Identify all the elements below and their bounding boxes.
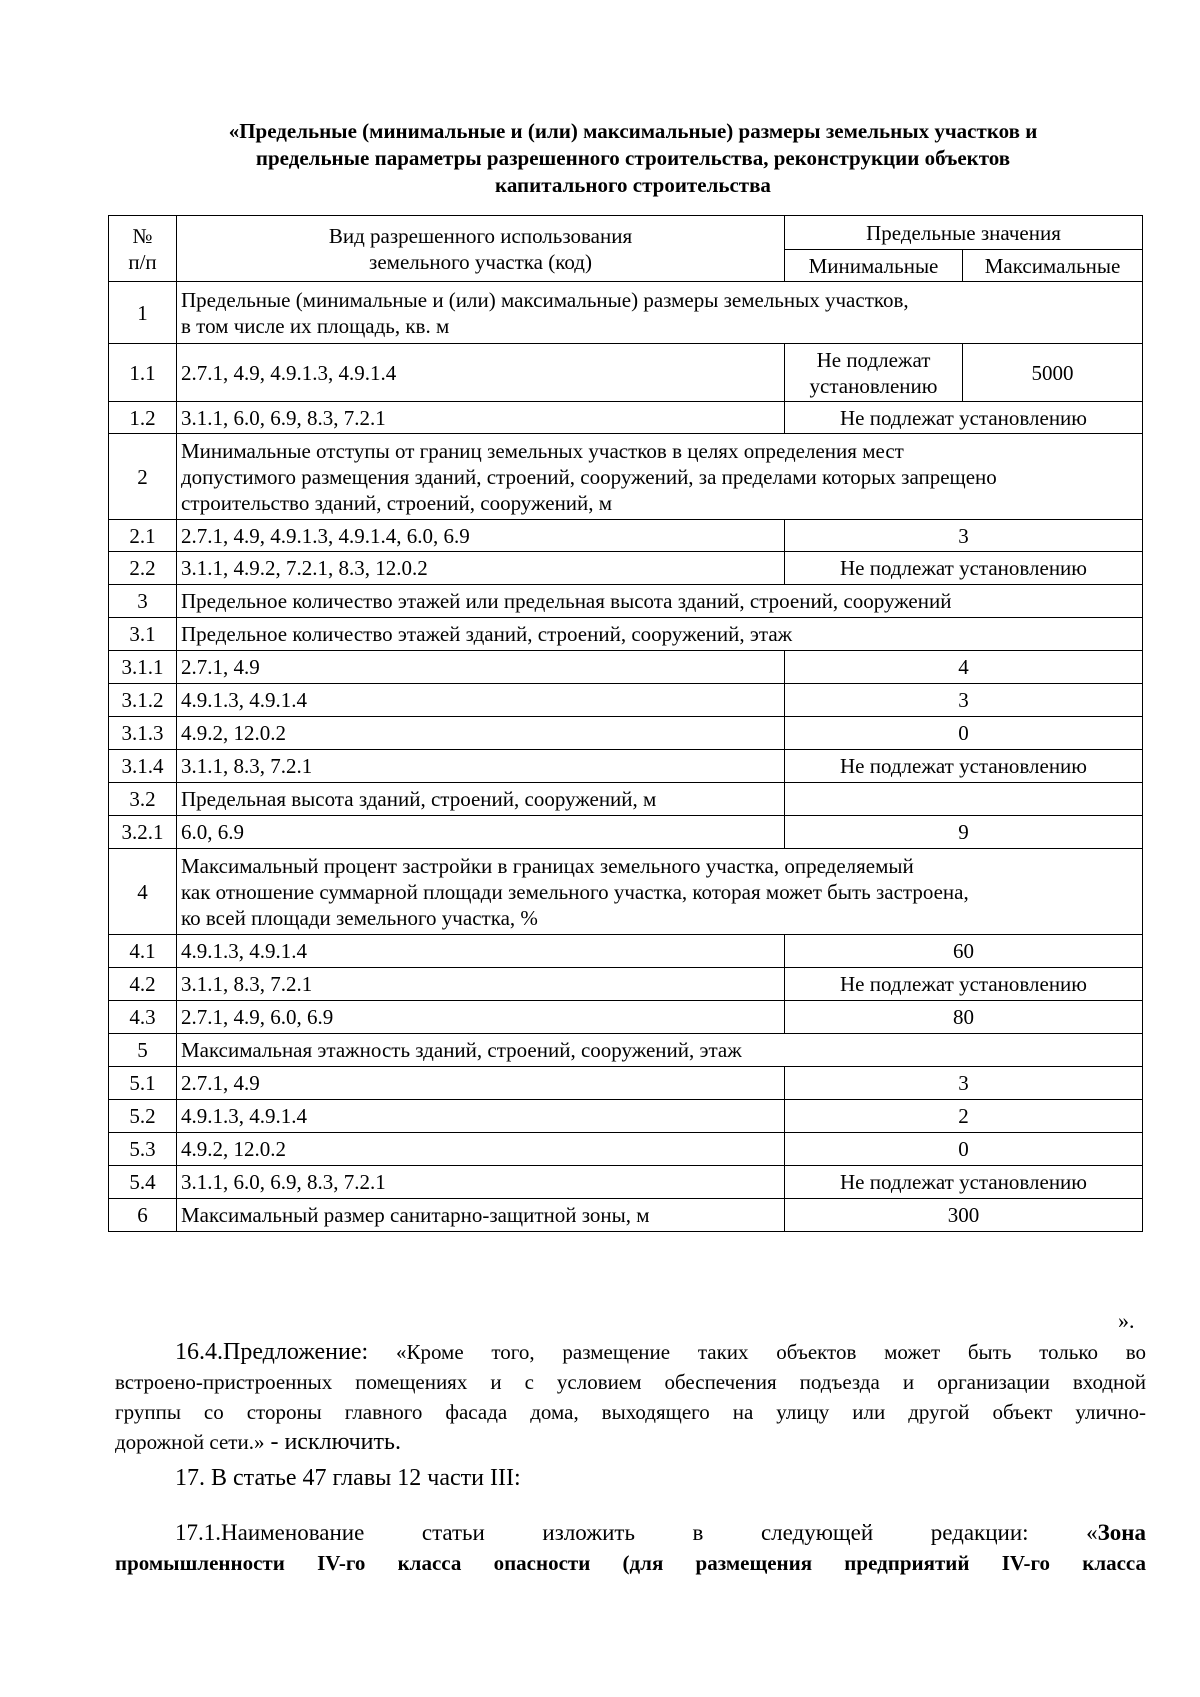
- table-row: [109, 1067, 1143, 1100]
- row-number: 5.1: [109, 1067, 177, 1100]
- row-section-text: Максимальная этажность зданий, строений, сооружений, этаж: [177, 1034, 1143, 1067]
- title-line-1: «Предельные (минимальные и (или) максимальные) размеры земельных участков и: [228, 119, 1038, 143]
- row-number: 3.1.4: [109, 750, 177, 783]
- row-use-codes: 2.7.1, 4.9: [177, 1067, 785, 1100]
- header-max: Максимальные: [963, 250, 1143, 282]
- row-number: 5.3: [109, 1133, 177, 1166]
- row-section-text: Минимальные отступы от границ земельных участков в целях определения мест допустимого размещения зданий, строений, сооружений, за пределами которых запрещено строительство зданий, строений, сооружений, м: [177, 434, 1143, 520]
- row-use-codes: 4.9.2, 12.0.2: [177, 717, 785, 750]
- row-use-codes: 3.1.1, 6.0, 6.9, 8.3, 7.2.1: [177, 1166, 785, 1199]
- row-number: 2.1: [109, 520, 177, 552]
- row-use-codes: 6.0, 6.9: [177, 816, 785, 849]
- row-value: 3: [785, 1067, 1143, 1100]
- row-value: 3: [785, 684, 1143, 717]
- table-row: [109, 552, 1143, 585]
- header-limits: Предельные значения: [785, 216, 1143, 250]
- table-row: [109, 1100, 1143, 1133]
- limits-table: [108, 215, 1143, 1232]
- row-value: Не подлежат установлению: [785, 552, 1143, 585]
- row-use-codes: 2.7.1, 4.9, 6.0, 6.9: [177, 1001, 785, 1034]
- closing-quote: ».: [1118, 1308, 1135, 1333]
- row-value: 4: [785, 651, 1143, 684]
- row-number: 1: [109, 282, 177, 344]
- table-row: [109, 1133, 1143, 1166]
- row-max-value: 5000: [963, 344, 1143, 402]
- row-number: 4.3: [109, 1001, 177, 1034]
- p16-4-tail: - исключить.: [264, 1429, 401, 1455]
- row-use-codes: 4.9.1.3, 4.9.1.4: [177, 684, 785, 717]
- row-value: 300: [785, 1199, 1143, 1232]
- row-number: 2: [109, 434, 177, 520]
- table-row: [109, 1199, 1143, 1232]
- row-value: 80: [785, 1001, 1143, 1034]
- p16-4-line-1: 16.4.Предложение: «Кроме того, размещение таких объектов может быть только во: [175, 1339, 1146, 1365]
- table-row: [109, 968, 1143, 1001]
- table-row: [109, 344, 1143, 402]
- row-section-text: Предельное количество этажей или предельная высота зданий, строений, сооружений: [177, 585, 1143, 618]
- row-section-text: Предельная высота зданий, строений, сооружений, м: [177, 783, 785, 816]
- table-row: [109, 434, 1143, 520]
- paragraph-17-1: [115, 1518, 1146, 1578]
- row-section-text: Максимальный размер санитарно-защитной зоны, м: [177, 1199, 785, 1232]
- row-value: 60: [785, 935, 1143, 968]
- header-number: № п/п: [109, 216, 177, 282]
- row-number: 2.2: [109, 552, 177, 585]
- row-value: 0: [785, 717, 1143, 750]
- table-row: [109, 402, 1143, 434]
- row-use-codes: 4.9.2, 12.0.2: [177, 1133, 785, 1166]
- row-value: Не подлежат установлению: [785, 402, 1143, 434]
- row-use-codes: 3.1.1, 8.3, 7.2.1: [177, 968, 785, 1001]
- p16-4-line-2: встроено-пристроенных помещениях и с условием обеспечения подъезда и организации входной: [115, 1370, 1146, 1394]
- header-use-type: Вид разрешенного использования земельного участка (код): [177, 216, 785, 282]
- table-row: [109, 520, 1143, 552]
- row-number: 1.1: [109, 344, 177, 402]
- table-row: [109, 618, 1143, 651]
- table-row: [109, 1166, 1143, 1199]
- row-use-codes: 4.9.1.3, 4.9.1.4: [177, 1100, 785, 1133]
- row-number: 3: [109, 585, 177, 618]
- row-value-empty: [785, 783, 1143, 816]
- table-row: [109, 816, 1143, 849]
- row-number: 3.1.1: [109, 651, 177, 684]
- paragraph-17: 17. В статье 47 главы 12 части III:: [175, 1465, 521, 1491]
- row-use-codes: 2.7.1, 4.9, 4.9.1.3, 4.9.1.4: [177, 344, 785, 402]
- table-row: [109, 717, 1143, 750]
- table-row: [109, 684, 1143, 717]
- row-number: 3.2: [109, 783, 177, 816]
- row-value: Не подлежат установлению: [785, 968, 1143, 1001]
- row-use-codes: 4.9.1.3, 4.9.1.4: [177, 935, 785, 968]
- row-value: 9: [785, 816, 1143, 849]
- row-number: 4.1: [109, 935, 177, 968]
- row-section-text: Максимальный процент застройки в границах земельного участка, определяемый как отношение суммарной площади земельного участка, которая может быть застроена, ко всей площади земельного участка, %: [177, 849, 1143, 935]
- row-value: 3: [785, 520, 1143, 552]
- row-min-value: Не подлежат установлению: [785, 344, 963, 402]
- document-title: [110, 118, 1156, 199]
- row-value: Не подлежат установлению: [785, 750, 1143, 783]
- table-row: [109, 651, 1143, 684]
- row-number: 3.1: [109, 618, 177, 651]
- row-number: 3.1.3: [109, 717, 177, 750]
- row-use-codes: 3.1.1, 8.3, 7.2.1: [177, 750, 785, 783]
- header-min: Минимальные: [785, 250, 963, 282]
- row-value: 2: [785, 1100, 1143, 1133]
- row-number: 3.2.1: [109, 816, 177, 849]
- table-row: [109, 935, 1143, 968]
- table-row: [109, 585, 1143, 618]
- row-use-codes: 2.7.1, 4.9: [177, 651, 785, 684]
- table-row: [109, 282, 1143, 344]
- row-number: 5.2: [109, 1100, 177, 1133]
- row-number: 3.1.2: [109, 684, 177, 717]
- p16-4-line-3: группы со стороны главного фасада дома, выходящего на улицу или другой объект улично-: [115, 1400, 1146, 1424]
- p16-4-lead: 16.4.Предложение:: [175, 1339, 369, 1365]
- title-line-3: капитального строительства: [495, 173, 771, 197]
- table-row: [109, 783, 1143, 816]
- table-row: [109, 1034, 1143, 1067]
- p17-1-line-1: 17.1.Наименование статьи изложить в следующей редакции: «Зона: [175, 1520, 1146, 1545]
- row-number: 5.4: [109, 1166, 177, 1199]
- paragraph-16-4: [115, 1337, 1146, 1427]
- row-use-codes: 3.1.1, 6.0, 6.9, 8.3, 7.2.1: [177, 402, 785, 434]
- row-number: 4.2: [109, 968, 177, 1001]
- table-row: [109, 1001, 1143, 1034]
- row-section-text: Предельное количество этажей зданий, строений, сооружений, этаж: [177, 618, 1143, 651]
- row-section-text: Предельные (минимальные и (или) максимальные) размеры земельных участков, в том числе их площадь, кв. м: [177, 282, 1143, 344]
- row-number: 6: [109, 1199, 177, 1232]
- table-row: [109, 750, 1143, 783]
- p16-4-line-4: дорожной сети.» - исключить.: [115, 1429, 401, 1455]
- header-row: [109, 216, 1143, 250]
- title-line-2: предельные параметры разрешенного строительства, реконструкции объектов: [255, 146, 1011, 170]
- table-row: [109, 849, 1143, 935]
- row-use-codes: 2.7.1, 4.9, 4.9.1.3, 4.9.1.4, 6.0, 6.9: [177, 520, 785, 552]
- row-use-codes: 3.1.1, 4.9.2, 7.2.1, 8.3, 12.0.2: [177, 552, 785, 585]
- row-number: 4: [109, 849, 177, 935]
- row-number: 5: [109, 1034, 177, 1067]
- row-number: 1.2: [109, 402, 177, 434]
- p17-1-line-2: промышленности IV-го класса опасности (для размещения предприятий IV-го класса: [115, 1551, 1146, 1575]
- row-value: Не подлежат установлению: [785, 1166, 1143, 1199]
- row-value: 0: [785, 1133, 1143, 1166]
